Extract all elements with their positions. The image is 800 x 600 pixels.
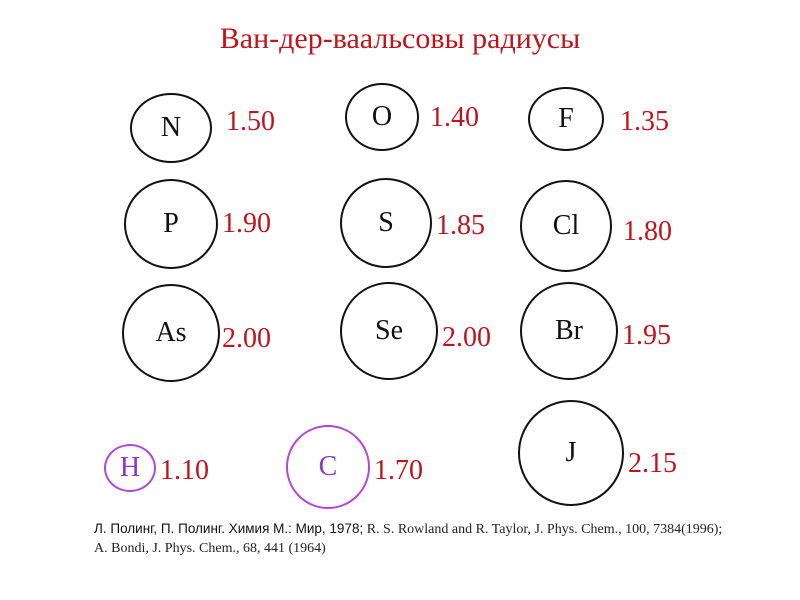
- atom-circle-j: J: [518, 400, 624, 506]
- atom-circle-h: H: [104, 444, 156, 492]
- radius-label-o: 1.40: [430, 102, 479, 133]
- radius-label-h: 1.10: [160, 455, 209, 486]
- atom-circle-p: P: [124, 179, 218, 269]
- radius-label-s: 1.85: [436, 210, 485, 241]
- atom-circle-o: O: [345, 83, 419, 151]
- radius-label-cl: 1.80: [623, 216, 672, 247]
- radius-label-n: 1.50: [226, 106, 275, 137]
- radius-label-as: 2.00: [222, 323, 271, 354]
- radius-label-br: 1.95: [622, 320, 671, 351]
- atom-circle-f: F: [528, 87, 604, 151]
- atom-circle-se: Se: [340, 282, 438, 380]
- atom-circle-n: N: [130, 93, 212, 163]
- reference-rowland-bondi: R. S. Rowland and R. Taylor, J. Phys. Chem., 100, 7384(1996); A. Bondi, J. Phys. Chem., 68, 441 (1964): [94, 522, 723, 556]
- page-title: Ван-дер-ваальсовы радиусы: [219, 22, 581, 55]
- radius-label-p: 1.90: [222, 208, 271, 239]
- atom-circle-cl: Cl: [520, 180, 612, 272]
- reference-pauling: Л. Полинг, П. Полинг. Химия М.: Мир, 1978;: [94, 521, 364, 536]
- atom-circle-c: C: [286, 425, 370, 509]
- references: [94, 519, 734, 558]
- radius-label-se: 2.00: [442, 322, 491, 353]
- atom-circle-as: As: [122, 284, 220, 382]
- radius-label-j: 2.15: [628, 448, 677, 479]
- radius-label-f: 1.35: [620, 106, 669, 137]
- atom-circle-s: S: [340, 178, 432, 268]
- atom-circle-br: Br: [520, 282, 618, 380]
- radius-label-c: 1.70: [374, 455, 423, 486]
